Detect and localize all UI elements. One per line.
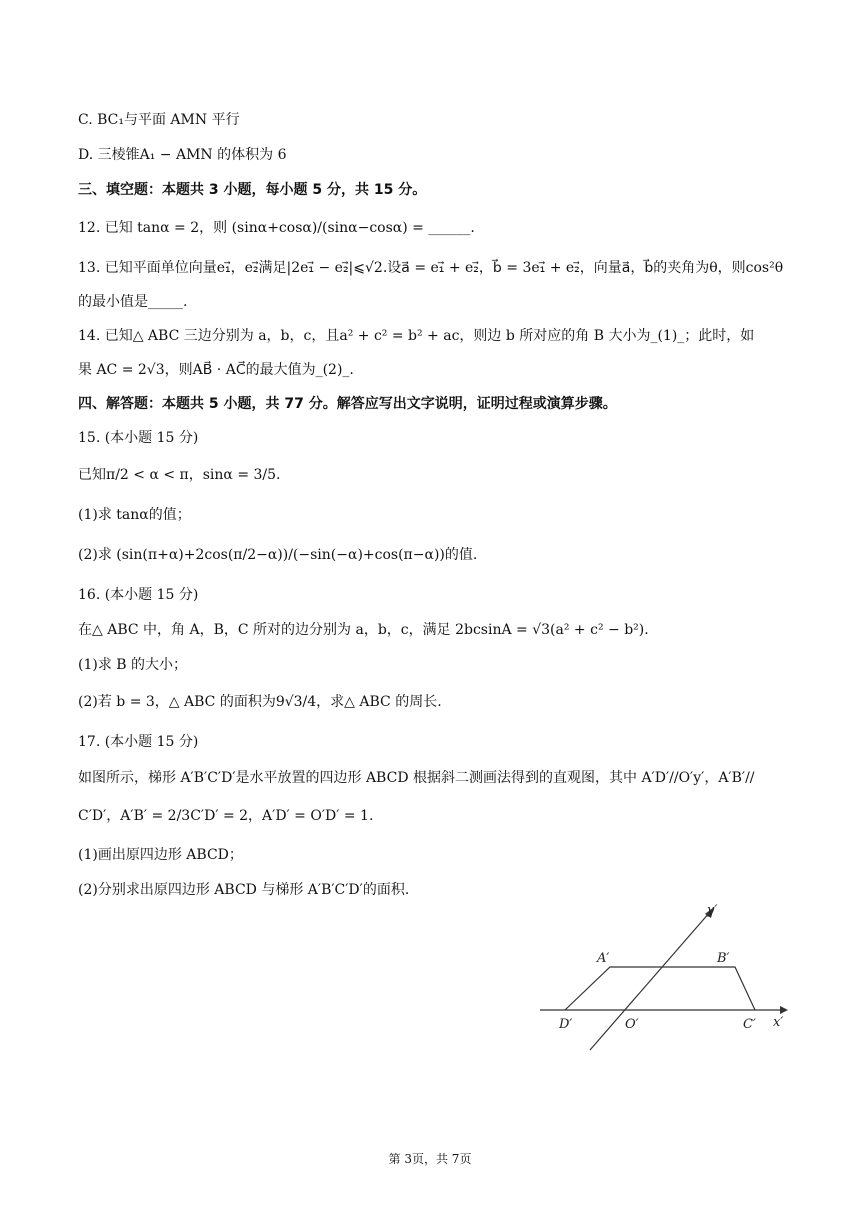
label-o: O′ [625,1017,639,1032]
question-17-part-1: (1)画出原四边形 ABCD； [78,847,243,863]
x-axis-arrow [780,1006,788,1014]
trapezoid-figure [535,900,795,1060]
option-d: D. 三棱锥A₁ − AMN 的体积为 6 [78,147,287,163]
label-c: C′ [743,1017,756,1032]
section-heading-fill-blank: 三、填空题：本题共 3 小题，每小题 5 分，共 15 分。 [78,182,427,198]
page-footer: 第 3页，共 7页 [388,1152,472,1166]
y-axis-line [590,912,710,1050]
trapezoid-outline [565,967,755,1010]
label-d: D′ [559,1017,573,1032]
question-15-given: 已知π/2 < α < π，sinα = 3/5. [78,467,281,483]
question-12: 12. 已知 tanα = 2，则 (sinα+cosα)/(sinα−cosα) = ______. [78,220,475,236]
question-15-part-1: (1)求 tanα的值； [78,507,191,523]
question-17-text-2: C′D′，A′B′ = 2/3C′D′ = 2，A′D′ = O′D′ = 1. [78,808,374,824]
question-14-line-1: 14. 已知△ ABC 三边分别为 a，b，c，且a² + c² = b² + ac，则边 b 所对应的角 B 大小为_(1)_；此时，如 [78,328,755,344]
question-16-part-2: (2)若 b = 3，△ ABC 的面积为9√3/4，求△ ABC 的周长. [78,694,442,710]
question-16-part-1: (1)求 B 的大小； [78,657,188,673]
question-14-line-2: 果 AC = 2√3，则AB⃗ · AC⃗的最大值为_(2)_. [78,362,354,378]
label-b: B′ [717,951,730,966]
section-heading-answers: 四、解答题：本题共 5 小题，共 77 分。解答应写出文字说明，证明过程或演算步骤。 [78,396,617,412]
option-c: C. BC₁与平面 AMN 平行 [78,112,240,128]
question-17-part-2: (2)分别求出原四边形 ABCD 与梯形 A′B′C′D′的面积. [78,882,410,898]
question-16-given: 在△ ABC 中，角 A，B，C 所对的边分别为 a，b，c，满足 2bcsinA = √3(a² + c² − b²). [78,622,649,638]
label-x: x′ [773,1015,784,1030]
question-17-header: 17. (本小题 15 分) [78,734,199,750]
question-13-line-2: 的最小值是_____. [78,294,188,310]
label-y: y′ [707,903,718,918]
question-17-text-1: 如图所示，梯形 A′B′C′D′是水平放置的四边形 ABCD 根据斜二测画法得到的直观图，其中 A′D′//O′y′，A′B′// [78,770,755,786]
label-a: A′ [597,951,610,966]
question-15-header: 15. (本小题 15 分) [78,430,199,446]
question-16-header: 16. (本小题 15 分) [78,587,199,603]
question-15-part-2: (2)求 (sin(π+α)+2cos(π/2−α))/(−sin(−α)+cos(π−α))的值. [78,547,478,563]
question-13-line-1: 13. 已知平面单位向量e₁⃗，e₂⃗满足|2e₁⃗ − e₂⃗|⩽√2.设a⃗ = e₁⃗ + e₂⃗，b⃗ = 3e₁⃗ + e₂⃗，向量a⃗，b⃗的夹角为θ，则cos²θ [78,260,784,276]
